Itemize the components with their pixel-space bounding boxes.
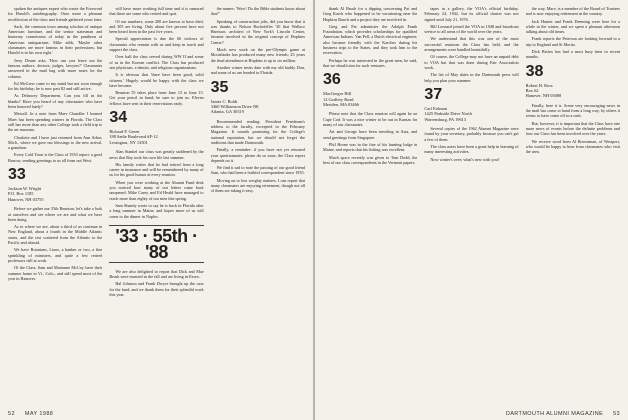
paragraph: Metcalf. In a note from Marv Chandler I learned Marv has been spending winters in Florida. The Class still has more than any other College took a field trip to the art museum.: [8, 111, 103, 133]
address-line: Jackson W. Wright: [8, 186, 42, 192]
paragraph: As Delancey Department, Can you fill in the blanks? Have you heard of any classmates who have been honored lately?: [8, 93, 103, 110]
class-year-heading: 33: [8, 166, 26, 184]
paragraph: Finally, a reminder: if you have not yet returned your questionnaire, please do so soon; the Class report depends on it.: [210, 147, 305, 163]
paragraph: tapes in a gallery, the VOA's official birthday, February 24, 1942, but its official charter was not signed until July 21, 1976.: [424, 6, 519, 22]
address-line: Hanover, NH 03755: [8, 196, 44, 202]
paragraph: Sack, the common town among scholars of antique American furniture, and the senior statesman and honorary connoisseur of today in the pantheon of American antiquarians. Mike adds, 'Maybe other classmates are more famous in their professions, but Harold is in his own right.': [8, 23, 103, 56]
address-line: Warrensburg, PA 19613: [424, 116, 467, 122]
paragraph: Of course, the College may not have an unpaid debt to VOA but that was done during Fair Association work.: [424, 54, 519, 70]
address-line: Robert H. Ross: [525, 82, 553, 88]
paragraph: Alan Stankel our class was greatly saddened by the news that Ray took his own life last summer.: [109, 149, 204, 160]
paragraph: Now winter's over; what's new with you?: [430, 156, 500, 162]
paragraph: It is obvious that 'there have been good, solid citizens.' Hugely would be happy with the class we have become.: [109, 72, 204, 88]
paragraph: Special appreciation is due the 66 widows of classmates who remain with us and keep in touch and support the class.: [109, 36, 204, 53]
right-column-2: [424, 6, 518, 401]
paragraph: We understand that this was one of the most successful reunions the Class has held, and the arrangements were handled beautifully.: [424, 36, 519, 53]
secretary-address: [526, 83, 620, 99]
paragraph: spoken the antiques expert who wrote the Foreword for Harold's autobiography. Once more a pleasant recollection of the class and friends gathered years later.: [8, 6, 103, 22]
class-year-heading: 36: [323, 71, 341, 89]
left-footer: [8, 411, 61, 417]
paragraph: Please note that the Class reunion will again be on Cape Cod. It was a nice winter to be out in Kansas for many of our classmates.: [323, 111, 418, 128]
address-line: James C. Boldt: [210, 98, 238, 104]
paragraph: As to where we are, about a third of us continue in New England, about a fourth in the Middle Atlantic states, and the rest scattered from the Atlantic to the Pacific and abroad.: [8, 224, 103, 246]
address-line: Lexington, NY 13501: [109, 139, 148, 145]
paragraph: Several copies of the 1962 Alumni Magazine were found by your secretary, probably because you can't get a few of them.: [424, 126, 519, 142]
paragraph: the way, Marv, is a member of the Board of Trustees and is now enjoying retirement in the country.: [525, 6, 620, 17]
left-column-3: [211, 6, 305, 401]
page-number: 52: [8, 411, 15, 417]
paragraph: Perhaps he was interested in the great men, he said, that we should aim for such ventures.: [323, 57, 418, 68]
right-column-3: [526, 6, 620, 401]
paragraph: The list of May dates in the Dartmouth press will help you plan your summer.: [424, 72, 519, 83]
paragraph: Another winter treats date with my old buddy Don, and some of us are headed to Florida.: [210, 64, 305, 76]
paragraph: Moving on to less weighty matters, I can report that many classmates are enjoying retirement, though not all of them are taking it easy.: [210, 177, 305, 194]
address-line: P.O. Box 1185: [8, 191, 34, 197]
address-line: 12 Godfrey Road: [323, 96, 354, 102]
address-line: Box 62: [525, 88, 539, 94]
paragraph: Dick Bisfox has had a most busy time in recent months.: [525, 49, 620, 60]
paragraph: Jack Hunter and Frank Deeming were here for a while in the winter, and we spent a pleasant afternoon talking about old times.: [525, 18, 620, 35]
paragraph: We receive word from Al Brownman, of Westport, who would be happy to hear from classmates who visit the area.: [525, 138, 620, 155]
paragraph: Before we gather our 55th Reunion, let's take a look at ourselves and see where we are and what we have been doing.: [8, 206, 103, 222]
paragraph: Over half the class served during WW II and some of us in the Korean conflict. The Class has produced one physician, a dentist, and religious organizations.: [109, 54, 204, 70]
secretary-address: [323, 91, 417, 107]
paragraph: His family writes that he had retired from a long career in insurance and will be remembered by many of us for his good humor at every reunion.: [109, 161, 204, 178]
paragraph: When you were working at the Alumni Fund desk you noticed how many of our letters came back unopened. Mike Carey and Ed Heald have managed to reach more than eighty of our men this spring.: [109, 179, 204, 201]
secretary-address: [211, 99, 305, 115]
left-column-2: [109, 6, 203, 401]
paragraph: Ed McGrew came to my mind but not soon enough for his birthday; he is now past 82 and still active.: [8, 80, 103, 92]
paragraph: Speaking of construction jobs, did you know that it was thanks to Nelson Rockefeller '30 that Wallace Harrison, architect of New York's Lincoln Center, became involved in the original concept of Hopkins Center?: [210, 18, 305, 45]
paragraph: Of our numbers, some 200 are known to have died, and 305 are living. Only about five percent have not been heard from in the past five years.: [109, 18, 204, 35]
left-column-1: [8, 6, 102, 401]
paragraph: Art and George have been traveling in Asia, and send greetings from Singapore.: [323, 129, 418, 140]
paragraph: Greg and Pat administer the Adolph Frank Foundation, which provides scholarships for qualified American Indians. Van Pell, a Dutch electrical engineer, also became friendly with the Karches during his business trips to the States, and they took him to the reservation.: [323, 23, 418, 56]
paragraph: Phil Horne was in the fine of his hunting lodge in Maine, and reports that his fishing was excellent.: [323, 141, 418, 153]
paragraph: Bill Leonard joined the VOA in 1948 and broadcast service to all areas of the world over the years.: [424, 23, 519, 35]
address-line: Hanover, NH 03088: [525, 93, 562, 99]
page-number: 53: [613, 411, 620, 417]
paragraph: Finally, here it is. Some very encouraging news in the mail has come to hand from a long way, by others it seems to have come off in a rush.: [525, 102, 620, 119]
paragraph: Much space recently was given to Tom Dodd, the best of our class correspondents in the Vermont papers.: [323, 154, 418, 165]
address-line: Meriden, MA 03466: [323, 102, 359, 108]
paragraph: the names: 'Wow! Do the Bible students know about that?': [210, 6, 305, 17]
paragraph: Charlotte and I have just returned from Ann Arbor, Mich., where we gave our blessings to the new arrival, a grandson.: [8, 134, 103, 151]
paragraph: The class notes have been a great help in learning of many interesting activities.: [424, 143, 519, 155]
left-page: [0, 0, 313, 420]
paragraph: Much new work on the pre-Olympic game at Moosilauke has produced many new friends; 25 years the final attendance at Hopkins is up to six million.: [210, 47, 305, 63]
paragraph: We find it sad to note the passing of our good friend Sam, who had been a faithful correspondent since 1935.: [210, 165, 305, 176]
address-line: Carl Erdman: [424, 105, 447, 111]
paragraph: We have Rotarians, Lions, a banker or two, a fine sprinkling of ministers, and quite a few retired professors still at work.: [8, 247, 103, 263]
secretary-address: [109, 129, 203, 145]
reunion-55th-emblem: '33 · 55th · '88: [109, 225, 203, 263]
class-year-heading: 35: [210, 78, 229, 96]
paragraph: Every Cold Trout is the Class of 1933 report: a good Barrow, sending greetings to us all from out West.: [8, 152, 103, 163]
class-year-heading: 34: [109, 109, 128, 127]
class-year-heading: 38: [525, 62, 544, 80]
address-line: MacGregor Hill: [323, 91, 352, 97]
paragraph: Sam Shandy wrote to say he is back in Florida after a long summer in Maine, and hopes more of us will come to the dinner in Naples.: [109, 202, 204, 219]
left-columns: [8, 6, 305, 401]
right-footer: [498, 411, 620, 417]
paragraph: Recommended reading: President Freedman's address to the faculty, excerpted in the February Magazine. It sounds promising for the College's national reputation, but we should not forget the traditions that made Dartmouth.: [210, 118, 305, 145]
right-column-1: [323, 6, 417, 401]
address-line: Atlanta, GA 30319: [210, 109, 244, 115]
address-line: 1425 Parkside Drive North: [424, 111, 472, 117]
secretary-address: [424, 106, 518, 122]
secretary-address: [8, 186, 102, 202]
paragraph: We are also delighted to report that Dick and Mae Brush were married in the fall and are living in Essex.: [109, 268, 204, 280]
paragraph: Hal Johnson and Frank Dwyer brought up the case for the fund, and we thank them for their splendid work this year.: [109, 281, 204, 298]
issue-date: MAY 1988: [24, 411, 54, 417]
paragraph: Reunion 55 takes place from June 13 to June 15. Get your pencil in hand; be sure to join us. Eleven fellows have sent in their reservations early.: [109, 90, 204, 106]
right-page: [315, 0, 628, 420]
paragraph: Jerry Deane asks, 'How can you leave out the famous authors, doctors, judges, lawyers?' Classmates answered in the mail bag with more notes for the column.: [8, 57, 103, 79]
address-line: 3460 Williamson Drive NE: [210, 103, 259, 109]
address-line: 188 Sadie Boulevard #F-12: [109, 134, 158, 140]
magazine-name: DARTMOUTH ALUMNI MAGAZINE: [505, 411, 604, 417]
paragraph: will have more working full time and it is rumored that there are some who retired and quit.: [109, 6, 204, 17]
right-columns: [323, 6, 620, 401]
paragraph: thank Al Brush for a dipping concerning Pat and Greg Karch who happened to be vacationing near the Hopkins Ranch and a project they are involved in.: [323, 6, 418, 22]
paragraph: But, however, it is important that the Class have one more news of events before the definite problems and how our Class has been involved over the years.: [525, 120, 620, 137]
paragraph: Of the Class, Sam and Marianne McCoy have their summer home in Vt., Colo., and still spend most of the year in Hanover.: [8, 265, 103, 281]
address-line: Richard F. Green: [109, 129, 140, 135]
class-year-heading: 37: [424, 85, 443, 103]
paragraph: Frank reports the Peterson are looking forward to a trip to England and St Moritz.: [525, 36, 620, 47]
